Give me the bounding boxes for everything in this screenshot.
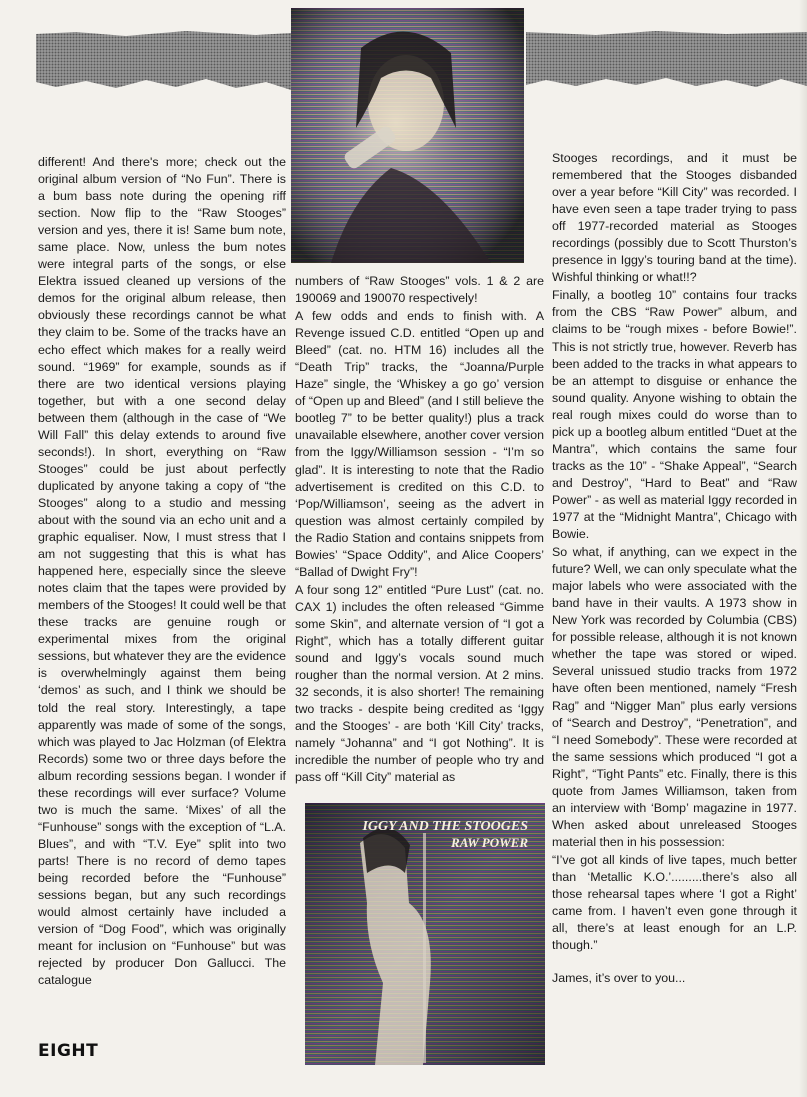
column-3-paragraph-1: Stooges recordings, and it must be remembered that the Stooges disbanded over a year before “Kill City” was recorded. I have even seen a tape trader trying to pass off 1977-recorded material as Stooges recordings (possibly due to Scott Thurston’s presence in Iggy’s touring band at the time). Wishful thinking or what!!? <box>552 151 797 285</box>
column-2-paragraph-1: numbers of “Raw Stooges” vols. 1 & 2 are 190069 and 190070 respectively! <box>295 274 544 306</box>
article-column-2 <box>295 273 544 787</box>
page-number-label: EIGHT <box>38 1041 99 1061</box>
column-3-paragraph-3: So what, if anything, can we expect in the future? Well, we can only speculate what the major labels who were associated with the band have in their vaults. A 1973 show in New York was recorded by Columbia (CBS) for possible release, although it is not known whether the tape was stored or wiped. Several unissued studio tracks from 1972 have often been mentioned, namely “Fresh Rag” and “Nigger Man” plus early versions of “Search and Destroy”, “Penetration”, and “I need Somebody”. These were recorded at the same sessions which produced “I got a Right”, “Tight Pants” etc. Finally, there is this quote from James Williamson, taken from an interview with ‘Bomp’ magazine in 1977. When asked about unreleased Stooges material then in his possession: <box>552 545 797 849</box>
iggy-pop-live-photo <box>291 8 524 263</box>
column-1-paragraph-1: different! And there's more; check out the original album version of “No Fun”. There is a bum bass note during the opening riff section. Now flip to the “Raw Stooges” version and yes, there it is! Same bum note, same place. Now, unless the bum notes were integral parts of the songs, or else Elektra issued cleaned up versions of the demos for the original album release, then obviously these recordings cannot be what they claim to be. Some of the tracks have an echo effect which makes for a really weird sound. “1969” for example, sounds as if there are two identical versions playing together, but with a one second delay between them (although in the case of “We Will Fall” this delay extends to around five seconds!). In short, everything on “Raw Stooges” could be just about perfectly duplicated by anyone taking a copy of “the Stooges” along to a studio and messing about with the sound via an echo unit and a graphic equaliser. Now, I must stress that I am not suggesting that this is what has happened here, especially since the sleeve notes claim that the tapes were provided by members of the Stooges! It could well be that these tracks are genuine rough or experimental mixes from the original sessions, but whatever they are the evidence is overwhelmingly against them being ‘demos’ as such, and I think we should be told the real story. Interestingly, a tape apparently was made of some of the songs, which was played to Jac Holzman (of Elektra Records) some two or three days before the album recording sessions began. I wonder if these recordings will ever surface? Volume two is much the same. ‘Mixes’ of all the “Funhouse” songs with the exception of “L.A. Blues”, and with “T.V. Eye” split into two parts! There is no record of demo tapes being recorded before the “Funhouse” sessions began, but any such recordings would almost certainly have included a version of “Dog Food”, which was originally meant for inclusion on “Funhouse” but was rejected by producer Don Gallucci. The catalogue <box>38 155 286 988</box>
cover-artist-text: IGGY AND THE STOOGES <box>362 819 528 834</box>
column-2-paragraph-2: A few odds and ends to finish with. A Revenge issued C.D. entitled “Open up and Bleed” (cat. no. HTM 16) includes all the “Death Trip” tracks, the “Joanna/Purple Haze” single, the ‘Whiskey a go go’ version of “Open up and Bleed” (and I still believe the bootleg 7” to be better quality!) plus a track unavailable elsewhere, another cover version from the Iggy/Williamson session - “I’m so glad”. It is interesting to note that the Radio advertisement is credited on this C.D. to ‘Pop/Williamson’, seeing as the advert in question was almost certainly compiled by the Radio Station and contains snippets from Bowies’ “Space Oddity”, and Alice Coopers’ “Ballad of Dwight Fry”! <box>295 309 544 579</box>
column-3-paragraph-2: Finally, a bootleg 10” contains four tracks from the CBS “Raw Power” album, and claims to be “rough mixes - before Bowie!”. This is not strictly true, however. Reverb has been added to the tracks in what appears to be an attempt to disguise or enhance the sound quality. Anyone wishing to obtain the real rough mixes could do worse than to pick up a bootleg album entitled “Duet at the Mantra”, which contains the same four tracks as the 10” - “Shake Appeal”, “Search and Destroy”, “Hard to Beat” and “Raw Power” - as well as material Iggy recorded in 1977 at the “Midnight Mantra”, Chicago with Bowie. <box>552 288 797 542</box>
paper-edge <box>799 0 807 1097</box>
article-column-1 <box>38 154 286 990</box>
spacer <box>552 955 797 970</box>
column-2-paragraph-3: A four song 12” entitled “Pure Lust” (cat. no. CAX 1) includes the often released “Gimme some Skin”, and alternate version of “I got a Right”, which has a totally different guitar sound and Iggy’s vocals sound much rougher than the normal version. At 2 mins. 32 seconds, it is also shorter! The remaining two tracks - despite being credited as ‘Iggy and the Stooges’ - are both ‘Kill City’ tracks, namely “Johanna” and “I got Nothing”. It is incredible the number of people who try and pass off “Kill City” material as <box>295 582 544 785</box>
raw-power-album-cover <box>305 803 545 1065</box>
article-column-3 <box>552 150 797 988</box>
cover-title-text: RAW POWER <box>451 835 528 850</box>
williamson-quote: “I’ve got all kinds of live tapes, much better than ‘Metallic K.O.’.........there’s also all those rehearsal tapes where ‘I got a Right’ came from. I haven’t even gone through it all, there’s at least enough for an L.P. though.” <box>552 852 797 953</box>
sign-off: James, it’s over to you... <box>552 971 686 986</box>
